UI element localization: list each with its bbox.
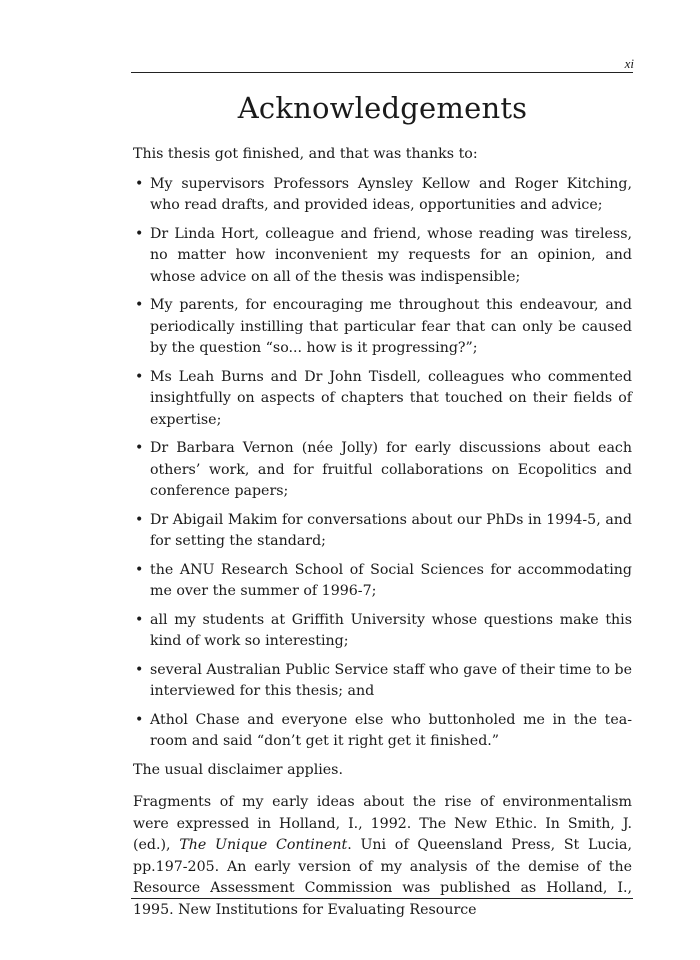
list-item-text: Ms Leah Burns and Dr John Tisdell, colleagues who commented insightfully on aspects of chapters that touched on their fields of expertise; xyxy=(150,368,632,428)
list-item xyxy=(133,510,632,553)
list-item xyxy=(133,610,632,653)
intro-paragraph: This thesis got finished, and that was thanks to: xyxy=(133,146,478,162)
list-item xyxy=(133,660,632,703)
bullet-icon: • xyxy=(135,225,144,242)
bullet-icon: • xyxy=(135,368,144,385)
bullet-icon: • xyxy=(135,711,144,728)
list-item-text: Dr Barbara Vernon (née Jolly) for early discussions about each others’ work, and for fruitful collaborations on Ecopolitics and conference papers; xyxy=(150,440,632,499)
list-item-text: all my students at Griffith University whose questions make this kind of work so interesting; xyxy=(150,611,632,649)
fragments-text-1: Fragments of my early ideas about the rise of environmentalism were expressed in Holland, I., 1992. The New Ethic. In Smith, J. (ed.), xyxy=(133,794,632,853)
list-item-text: My parents, for encouraging me throughout this endeavour, and periodically instilling that particular fear that can only be caused by the question “so... how is it progressing?”; xyxy=(150,297,632,356)
bullet-icon: • xyxy=(135,611,144,628)
bullet-icon: • xyxy=(135,175,144,192)
list-item-text: the ANU Research School of Social Sciences for accommodating me over the summer of 1996-7; xyxy=(150,561,632,599)
page-number: xi xyxy=(624,56,634,71)
fragments-text-2: . Uni of Queensland Press, St Lucia, pp.197-205. An early version of my analysis of the demise of the Resource Assessment Commission was published as Holland, I., 1995. New Institutions for Evaluating Resource xyxy=(133,837,632,918)
footer-rule xyxy=(131,898,633,899)
fragments-paragraph xyxy=(133,792,632,921)
header-rule xyxy=(131,72,633,73)
list-item xyxy=(133,438,632,503)
list-item xyxy=(133,295,632,360)
list-item xyxy=(133,367,632,432)
bullet-icon: • xyxy=(135,297,144,313)
bullet-icon: • xyxy=(135,661,144,678)
list-item xyxy=(133,560,632,603)
list-item xyxy=(133,224,632,289)
disclaimer-paragraph: The usual disclaimer applies. xyxy=(133,761,343,778)
list-item xyxy=(133,174,632,217)
page-title: Acknowledgements xyxy=(237,91,528,125)
bullet-icon: • xyxy=(135,561,144,578)
list-item-text: Dr Linda Hort, colleague and friend, whose reading was tireless, no matter how inconvenient my requests for an opinion, and whose advice on all of the thesis was indispensible; xyxy=(150,225,632,285)
list-item-text: several Australian Public Service staff who gave of their time to be interviewed for this thesis; and xyxy=(150,661,632,699)
book-title: The Unique Continent xyxy=(179,837,348,853)
page-content xyxy=(133,90,632,921)
bullet-icon: • xyxy=(135,440,144,456)
bullet-icon: • xyxy=(135,511,144,528)
acknowledgement-list xyxy=(133,174,632,753)
list-item xyxy=(133,710,632,753)
list-item-text: Athol Chase and everyone else who buttonholed me in the tea-room and said “don’t get it right get it finished.” xyxy=(150,711,632,749)
list-item-text: My supervisors Professors Aynsley Kellow and Roger Kitching, who read drafts, and provided ideas, opportunities and advice; xyxy=(150,175,632,213)
list-item-text: Dr Abigail Makim for conversations about our PhDs in 1994-5, and for setting the standard; xyxy=(150,511,632,549)
